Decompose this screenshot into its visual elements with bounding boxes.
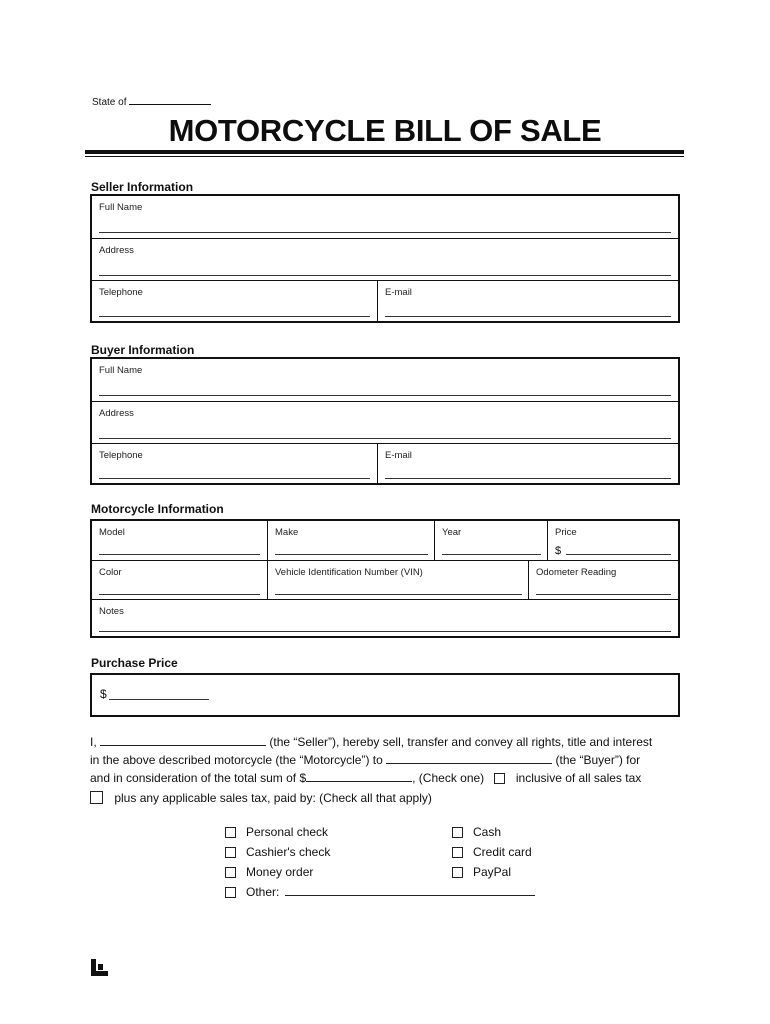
vin-blank[interactable] [275,594,522,595]
statement-l2-a: in the above described motorcycle (the “Motorcycle”) to [90,753,383,767]
paypal-checkbox[interactable] [452,867,463,878]
seller-telephone-label: Telephone [99,287,143,298]
odometer-cell [528,561,678,600]
seller-box [90,194,680,323]
price-cell [547,521,678,560]
price-label: Price [555,527,577,538]
title-rule-thick [85,150,684,154]
payment-cash[interactable] [452,822,532,842]
statement-l3-b: , (Check one) [412,771,485,785]
statement-l3-c: inclusive of all sales tax [515,771,642,785]
motorcycle-row-2 [92,560,678,600]
statement-l1-b: (the “Seller”), hereby sell, transfer and convey all rights, title and interest [269,735,653,749]
vin-label: Vehicle Identification Number (VIN) [275,567,423,578]
purchase-dollar-sign: $ [100,687,107,701]
money-order-checkbox[interactable] [225,867,236,878]
other-label: Other: [246,885,280,899]
color-blank[interactable] [99,594,260,595]
inclusive-tax-checkbox[interactable] [494,773,505,784]
price-dollar-sign: $ [555,545,562,557]
buyer-name-blank[interactable] [99,395,671,396]
statement-line-2 [90,751,690,769]
statement-l2-b: (the “Buyer”) for [555,753,641,767]
odometer-blank[interactable] [536,594,671,595]
seller-name-blank[interactable] [99,232,671,233]
buyer-email-blank[interactable] [385,478,671,479]
purchase-box [90,673,680,717]
seller-address-blank[interactable] [99,275,671,276]
seller-name-label: Full Name [99,202,143,213]
paypal-label: PayPal [473,865,512,879]
other-checkbox[interactable] [225,887,236,898]
cashiers-check-label: Cashier's check [246,845,331,859]
buyer-name-inline-blank[interactable] [386,751,552,764]
statement-line-1 [90,733,690,751]
price-blank[interactable] [566,554,671,555]
cash-checkbox[interactable] [452,827,463,838]
model-label: Model [99,527,125,538]
cashiers-check-checkbox[interactable] [225,847,236,858]
cash-label: Cash [473,825,502,839]
buyer-name-label: Full Name [99,365,143,376]
document-title: MOTORCYCLE BILL OF SALE [168,113,602,148]
buyer-heading: Buyer Information [91,343,195,357]
motorcycle-box [90,519,680,638]
buyer-contact-row [92,443,678,484]
make-label: Make [275,527,299,538]
notes-blank[interactable] [99,631,671,632]
title-rule-thin [85,156,684,157]
seller-contact-row [92,280,678,322]
buyer-name-row [92,359,678,401]
statement-l4: plus any applicable sales tax, paid by: (Check all that apply) [114,791,432,805]
purchase-heading: Purchase Price [91,656,178,670]
state-blank[interactable] [129,95,211,105]
seller-email-blank[interactable] [385,316,671,317]
other-blank[interactable] [285,883,535,896]
motorcycle-row-3 [92,599,678,637]
seller-heading: Seller Information [91,180,194,194]
model-blank[interactable] [99,554,260,555]
seller-address-label: Address [99,245,134,256]
motorcycle-heading: Motorcycle Information [91,502,224,516]
payment-credit-card[interactable] [452,842,532,862]
buyer-box [90,357,680,485]
seller-email-label: E-mail [385,287,412,298]
statement-line-4 [90,789,690,807]
plus-tax-checkbox[interactable] [90,791,103,804]
seller-name-inline-blank[interactable] [100,733,266,746]
buyer-telephone-blank[interactable] [99,478,370,479]
make-blank[interactable] [275,554,428,555]
personal-check-label: Personal check [246,825,329,839]
color-label: Color [99,567,122,578]
statement-l1-a: I, [90,735,97,749]
odometer-label: Odometer Reading [536,567,617,578]
seller-telephone-blank[interactable] [99,316,370,317]
money-order-label: Money order [246,865,314,879]
year-cell [434,521,548,560]
buyer-telephone-cell [92,444,377,484]
payment-right-column [452,822,532,882]
credit-card-checkbox[interactable] [452,847,463,858]
seller-telephone-cell [92,281,377,322]
state-field [92,95,211,108]
buyer-address-row [92,401,678,444]
credit-card-label: Credit card [473,845,532,859]
vin-cell [267,561,529,600]
buyer-email-label: E-mail [385,450,412,461]
notes-label: Notes [99,606,124,617]
motorcycle-row-1 [92,521,678,560]
year-blank[interactable] [442,554,541,555]
brand-logo-icon [91,959,108,976]
color-cell [92,561,267,600]
purchase-price-blank[interactable] [109,699,209,700]
buyer-address-label: Address [99,408,134,419]
personal-check-checkbox[interactable] [225,827,236,838]
buyer-email-cell [377,444,678,484]
payment-other[interactable] [225,882,535,902]
make-cell [267,521,435,560]
buyer-telephone-label: Telephone [99,450,143,461]
statement-line-3 [90,769,690,787]
seller-name-row [92,196,678,238]
state-label: State of [92,97,127,108]
total-sum-blank[interactable] [306,769,412,782]
statement-l3-a: and in consideration of the total sum of $ [90,771,307,785]
buyer-address-blank[interactable] [99,438,671,439]
model-cell [92,521,267,560]
seller-address-row [92,238,678,281]
seller-email-cell [377,281,678,322]
year-label: Year [442,527,462,538]
payment-paypal[interactable] [452,862,532,882]
